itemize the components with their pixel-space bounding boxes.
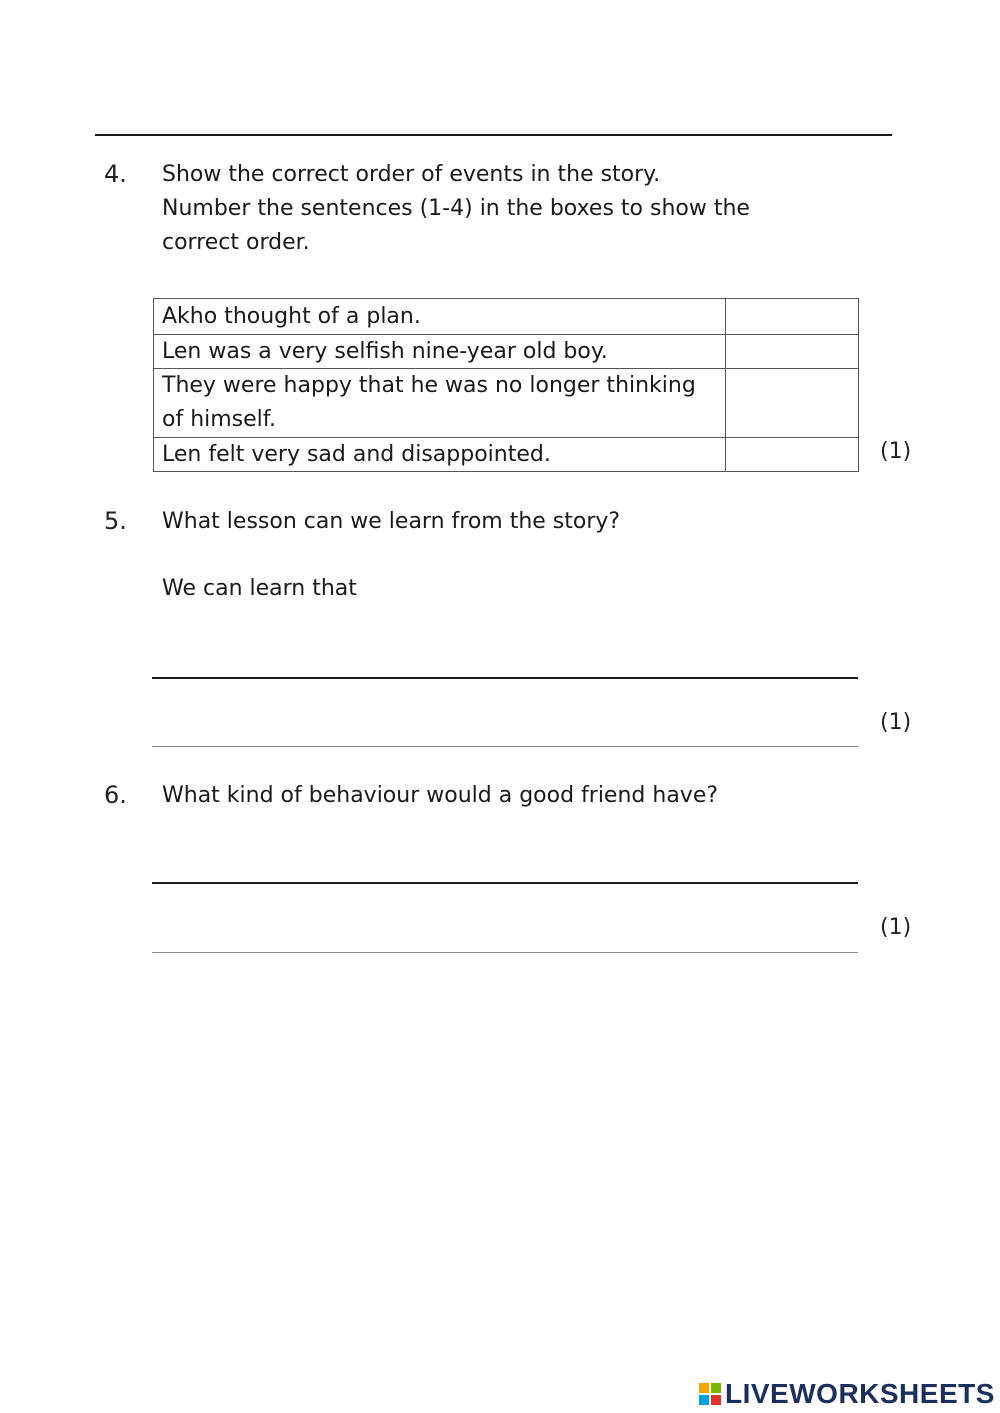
top-rule [95, 134, 892, 136]
sentence-cell: They were happy that he was no longer thinking of himself. [154, 369, 726, 438]
question-4-marks: (1) [880, 439, 912, 464]
logo-brand-text: LIVEWORKSHEETS [725, 1378, 995, 1409]
question-4-number: 4. [104, 160, 127, 188]
logo-square [711, 1395, 721, 1405]
question-5-number: 5. [104, 507, 127, 535]
table-row [154, 299, 859, 335]
answer-line-5a[interactable] [152, 677, 858, 679]
logo-square [711, 1383, 721, 1393]
table-row [154, 369, 859, 438]
liveworksheets-logo [699, 1378, 995, 1410]
table-row [154, 335, 859, 369]
question-5-marks: (1) [880, 710, 912, 735]
question-4-line-2: Number the sentences (1-4) in the boxes to show the [162, 196, 750, 221]
sentence-cell: Len was a very selfish nine-year old boy. [154, 335, 726, 369]
order-table [153, 298, 859, 472]
answer-line-5b[interactable] [152, 746, 858, 747]
logo-icon [699, 1383, 721, 1405]
question-6-marks: (1) [880, 915, 912, 940]
question-5-prompt: We can learn that [162, 576, 357, 601]
question-6-number: 6. [104, 781, 127, 809]
sentence-cell: Len felt very sad and disappointed. [154, 438, 726, 472]
logo-square [699, 1395, 709, 1405]
answer-box[interactable] [726, 438, 859, 472]
question-5-text: What lesson can we learn from the story? [162, 509, 621, 534]
answer-box[interactable] [726, 335, 859, 369]
sentence-cell: Akho thought of a plan. [154, 299, 726, 335]
logo-square [699, 1383, 709, 1393]
question-4-line-3: correct order. [162, 230, 310, 255]
question-4-line-1: Show the correct order of events in the story. [162, 162, 661, 187]
table-row [154, 438, 859, 472]
answer-line-6a[interactable] [152, 882, 858, 884]
answer-box[interactable] [726, 299, 859, 335]
question-6-text: What kind of behaviour would a good friend have? [162, 783, 719, 808]
answer-box[interactable] [726, 369, 859, 438]
answer-line-6b[interactable] [152, 952, 858, 953]
